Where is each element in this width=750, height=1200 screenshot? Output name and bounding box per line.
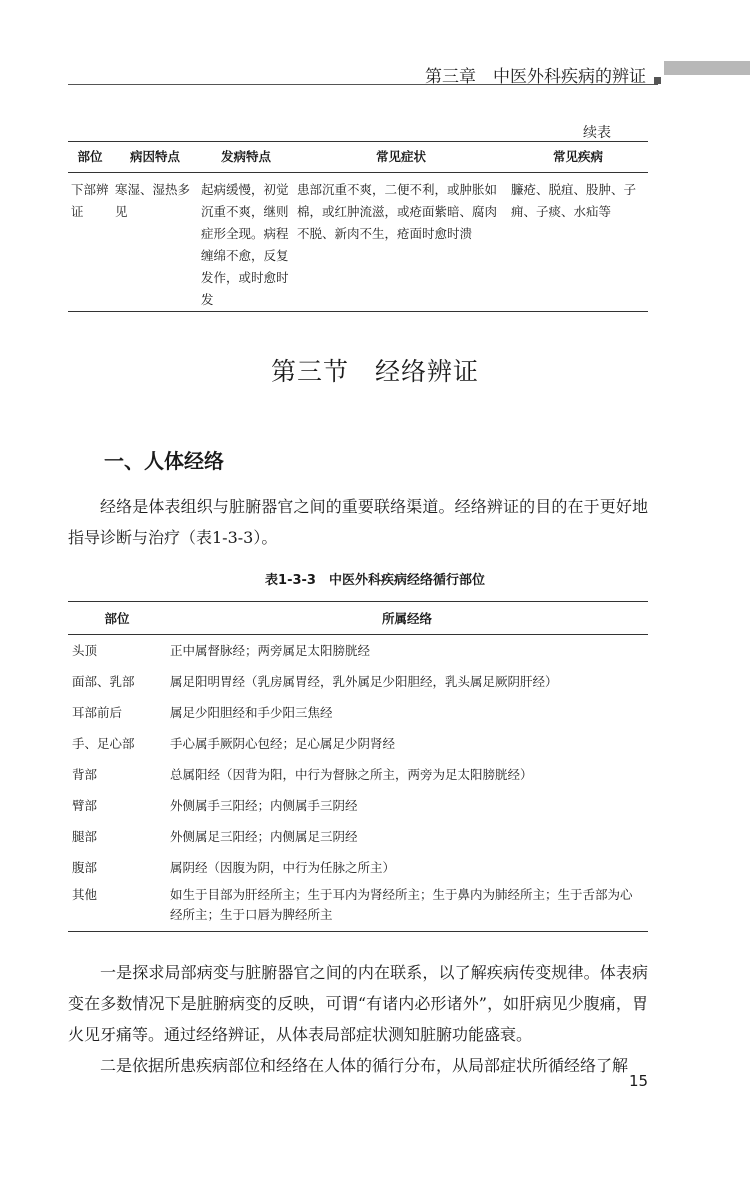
cell-part: 腿部 [72, 828, 98, 844]
cell-part: 臂部 [72, 797, 98, 813]
continuation-label: 续表 [583, 125, 611, 141]
col-header-location: 部位 [68, 142, 112, 173]
cell-meridian: 外侧属足三阳经；内侧属足三阴经 [170, 828, 358, 844]
cell-part: 耳部前后 [72, 704, 123, 720]
intro-paragraph: 经络是体表组织与脏腑器官之间的重要联络渠道。经络辨证的目的在于更好地指导诊断与治疗（表1-3-3）。 [68, 497, 648, 547]
table-row [68, 759, 648, 790]
col-header-symptoms: 常见症状 [294, 142, 508, 173]
table-row [68, 883, 648, 932]
cell-symptoms: 患部沉重不爽，二便不利，或肿胀如棉，或红肿流滋，或疮面紫暗、腐肉不脱、新肉不生，疮面时愈时溃 [294, 173, 508, 312]
body-paragraph-1: 一是探求局部病变与脏腑器官之间的内在联系，以了解疾病传变规律。体表病变在多数情况下是脏腑病变的反映，可谓“有诸内必形诸外”，如肝病见少腹痛，胃火见牙痛等。通过经络辨证，从体表局部症状测知脏腑功能盛衰。 [68, 963, 648, 1044]
cell-meridian: 手心属手厥阴心包经；足心属足少阴肾经 [170, 735, 396, 751]
table-row [68, 697, 648, 728]
subsection-title: 一、人体经络 [104, 449, 224, 473]
cell-part: 头顶 [72, 642, 98, 658]
col-header-onset: 发病特点 [198, 142, 294, 173]
cell-meridian: 如生于目部为肝经所主；生于耳内为肾经所主；生于鼻内为肺经所主；生于舌部为心经所主；生于口唇为脾经所主 [166, 883, 648, 932]
cell-part: 手、足心部 [72, 735, 135, 751]
header-square-mark [654, 77, 661, 84]
body-paragraph-2: 二是依据所患疾病部位和经络在人体的循行分布，从局部症状所循经络了解 [100, 1056, 629, 1075]
header-gray-bar [664, 61, 750, 75]
section-title: 第三节 经络辨证 [270, 357, 479, 386]
table-row [68, 852, 648, 883]
cell-meridian: 属足阳明胃经（乳房属胃经，乳外属足少阳胆经，乳头属足厥阴肝经） [170, 673, 558, 689]
cell-diseases: 臁疮、脱疽、股肿、子痈、子痰、水疝等 [508, 173, 648, 312]
table-caption: 表1-3-3 中医外科疾病经络循行部位 [265, 573, 485, 588]
table-row [68, 173, 648, 312]
col-header-cause: 病因特点 [112, 142, 198, 173]
cell-part: 腹部 [72, 859, 98, 875]
cell-meridian: 属阴经（因腹为阴，中行为任脉之所主） [170, 859, 396, 875]
cell-meridian: 外侧属手三阳经；内侧属手三阴经 [170, 797, 358, 813]
cell-onset: 起病缓慢，初觉沉重不爽，继则症形全现。病程缠绵不愈，反复发作，或时愈时发 [198, 173, 294, 312]
col-header-meridian: 所属经络 [166, 602, 648, 635]
cell-meridian: 总属阳经（因背为阳，中行为督脉之所主，两旁为足太阳膀胱经） [170, 766, 533, 782]
cell-meridian: 属足少阳胆经和手少阳三焦经 [170, 704, 333, 720]
cell-meridian: 正中属督脉经；两旁属足太阳膀胱经 [170, 642, 371, 658]
table-row [68, 790, 648, 821]
col-header-part: 部位 [68, 602, 166, 635]
header-rule [68, 84, 658, 85]
table-row [68, 635, 648, 667]
cell-cause: 寒湿、湿热多见 [112, 173, 198, 312]
meridian-table [68, 601, 648, 932]
meridian-table-header-row [68, 602, 648, 635]
cell-location: 下部辨证 [68, 173, 112, 312]
table-row [68, 666, 648, 697]
table-row [68, 728, 648, 759]
running-header: 第三章 中医外科疾病的辨证 [425, 67, 646, 87]
col-header-diseases: 常见疾病 [508, 142, 648, 173]
cell-part: 其他 [68, 883, 166, 932]
continued-table [68, 141, 648, 312]
continued-table-header-row [68, 142, 648, 173]
cell-part: 面部、乳部 [72, 673, 135, 689]
cell-part: 背部 [72, 766, 98, 782]
page-number: 15 [629, 1072, 649, 1090]
table-row [68, 821, 648, 852]
